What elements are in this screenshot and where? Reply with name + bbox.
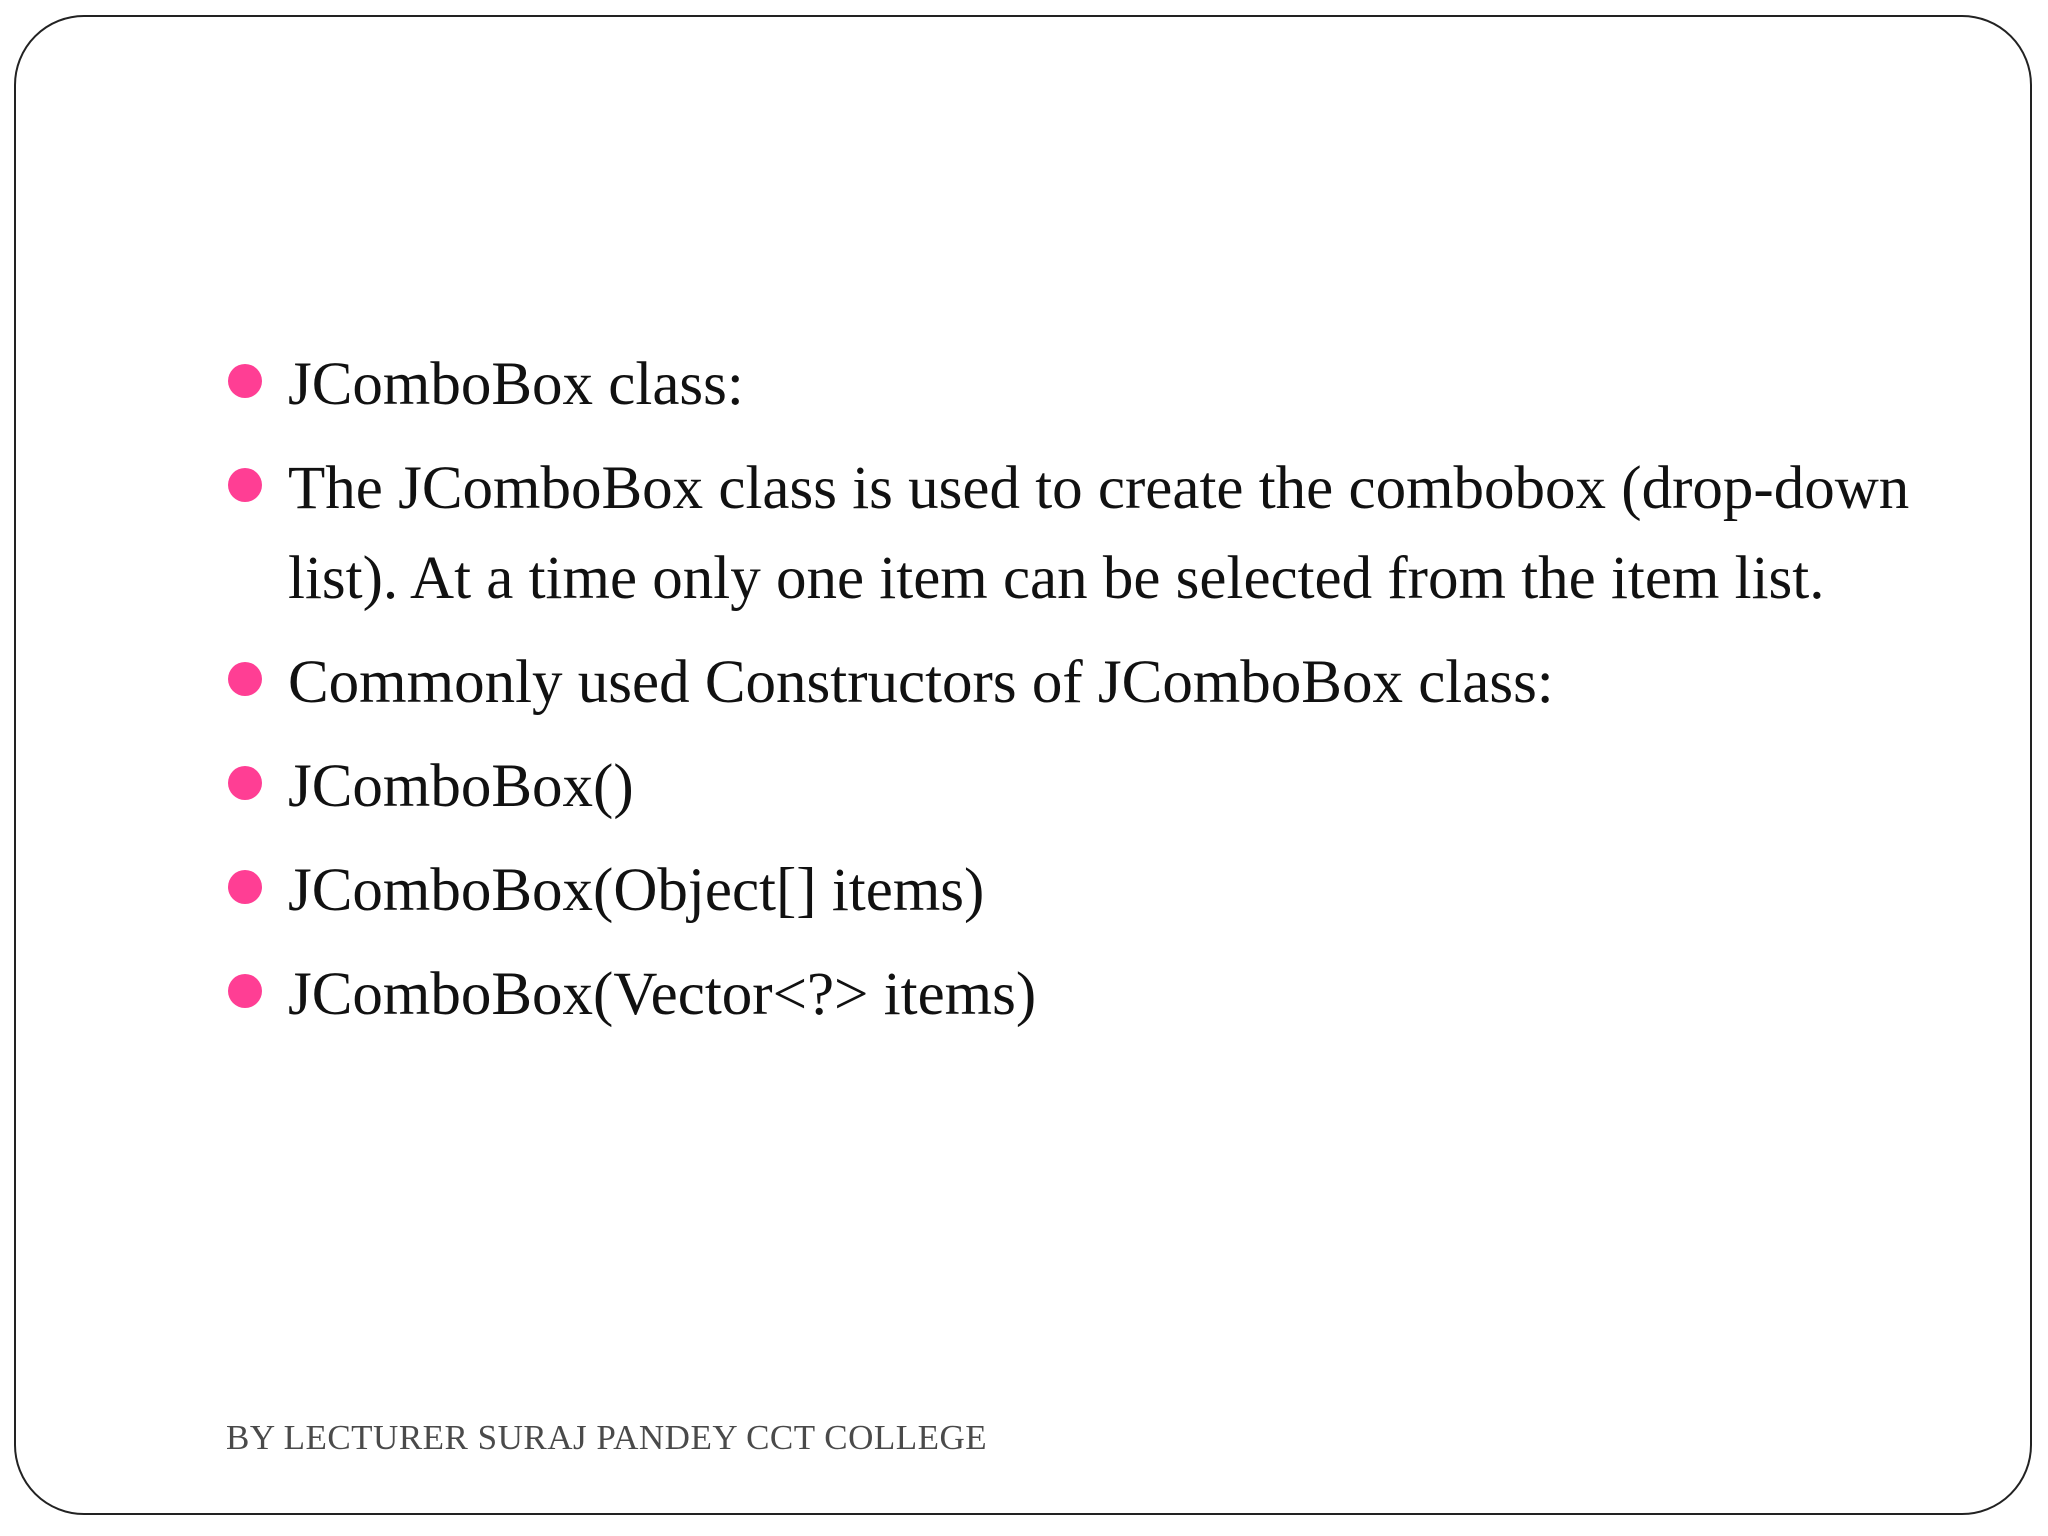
bullet-icon xyxy=(228,364,262,398)
bullet-item xyxy=(228,846,1948,936)
footer-credit: BY LECTURER SURAJ PANDEY CCT COLLEGE xyxy=(226,1418,988,1457)
bullet-icon xyxy=(228,870,262,904)
bullet-item xyxy=(228,950,1948,1040)
slide-content xyxy=(228,340,1948,1054)
bullet-list xyxy=(228,340,1948,1040)
bullet-icon xyxy=(228,974,262,1008)
bullet-text: JComboBox(Vector<?> items) xyxy=(288,961,1037,1028)
bullet-icon xyxy=(228,468,262,502)
bullet-icon xyxy=(228,662,262,696)
bullet-item xyxy=(228,638,1948,728)
bullet-text: JComboBox class: xyxy=(288,351,744,418)
bullet-item xyxy=(228,742,1948,832)
bullet-item xyxy=(228,444,1948,624)
bullet-text: JComboBox(Object[] items) xyxy=(288,857,985,924)
bullet-text: The JComboBox class is used to create the combobox (drop-down list). At a time only one item can be selected from the item list. xyxy=(288,455,1910,612)
bullet-text: Commonly used Constructors of JComboBox class: xyxy=(288,649,1554,716)
bullet-text: JComboBox() xyxy=(288,753,634,820)
bullet-icon xyxy=(228,766,262,800)
bullet-item xyxy=(228,340,1948,430)
